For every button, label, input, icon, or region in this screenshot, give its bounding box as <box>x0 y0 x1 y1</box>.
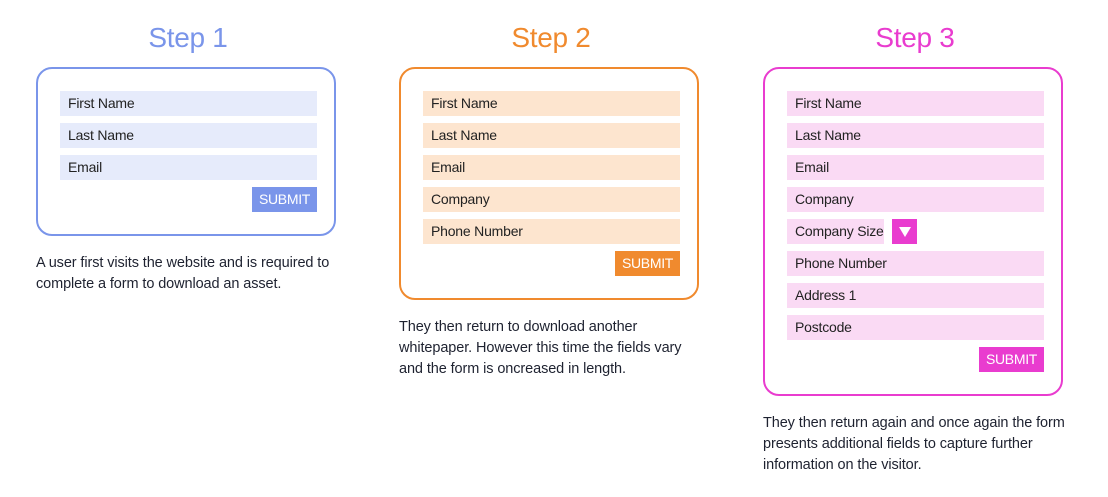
email-field[interactable]: Email <box>787 155 1044 180</box>
submit-button[interactable]: SUBMIT <box>615 251 680 276</box>
step-2-form <box>399 67 699 300</box>
step-1-description: A user first visits the website and is required to complete a form to download an asset. <box>36 255 330 292</box>
postcode-field[interactable]: Postcode <box>787 315 1044 340</box>
triangle-down-icon <box>899 227 911 237</box>
submit-button[interactable]: SUBMIT <box>252 187 317 212</box>
email-field[interactable]: Email <box>423 155 680 180</box>
step-1-form <box>36 67 336 236</box>
submit-button[interactable]: SUBMIT <box>979 347 1044 372</box>
dropdown-button[interactable] <box>892 219 917 244</box>
first-name-field[interactable]: First Name <box>60 91 317 116</box>
step-3-form <box>763 67 1063 396</box>
company-size-select[interactable]: Company Size <box>787 219 884 244</box>
step-2-title: Step 2 <box>511 22 591 53</box>
step-1-title: Step 1 <box>148 22 228 53</box>
address-1-field[interactable]: Address 1 <box>787 283 1044 308</box>
email-field[interactable]: Email <box>60 155 317 180</box>
company-field[interactable]: Company <box>423 187 680 212</box>
company-field[interactable]: Company <box>787 187 1044 212</box>
step-3-description: They then return again and once again the form presents additional fields to capture further information on the visitor. <box>763 415 1065 473</box>
last-name-field[interactable]: Last Name <box>60 123 317 148</box>
last-name-field[interactable]: Last Name <box>423 123 680 148</box>
phone-number-field[interactable]: Phone Number <box>423 219 680 244</box>
first-name-field[interactable]: First Name <box>787 91 1044 116</box>
phone-number-field[interactable]: Phone Number <box>787 251 1044 276</box>
last-name-field[interactable]: Last Name <box>787 123 1044 148</box>
step-2-description: They then return to download another whitepaper. However this time the fields vary and the form is oncreased in length. <box>399 319 682 377</box>
first-name-field[interactable]: First Name <box>423 91 680 116</box>
step-3-title: Step 3 <box>875 22 955 53</box>
